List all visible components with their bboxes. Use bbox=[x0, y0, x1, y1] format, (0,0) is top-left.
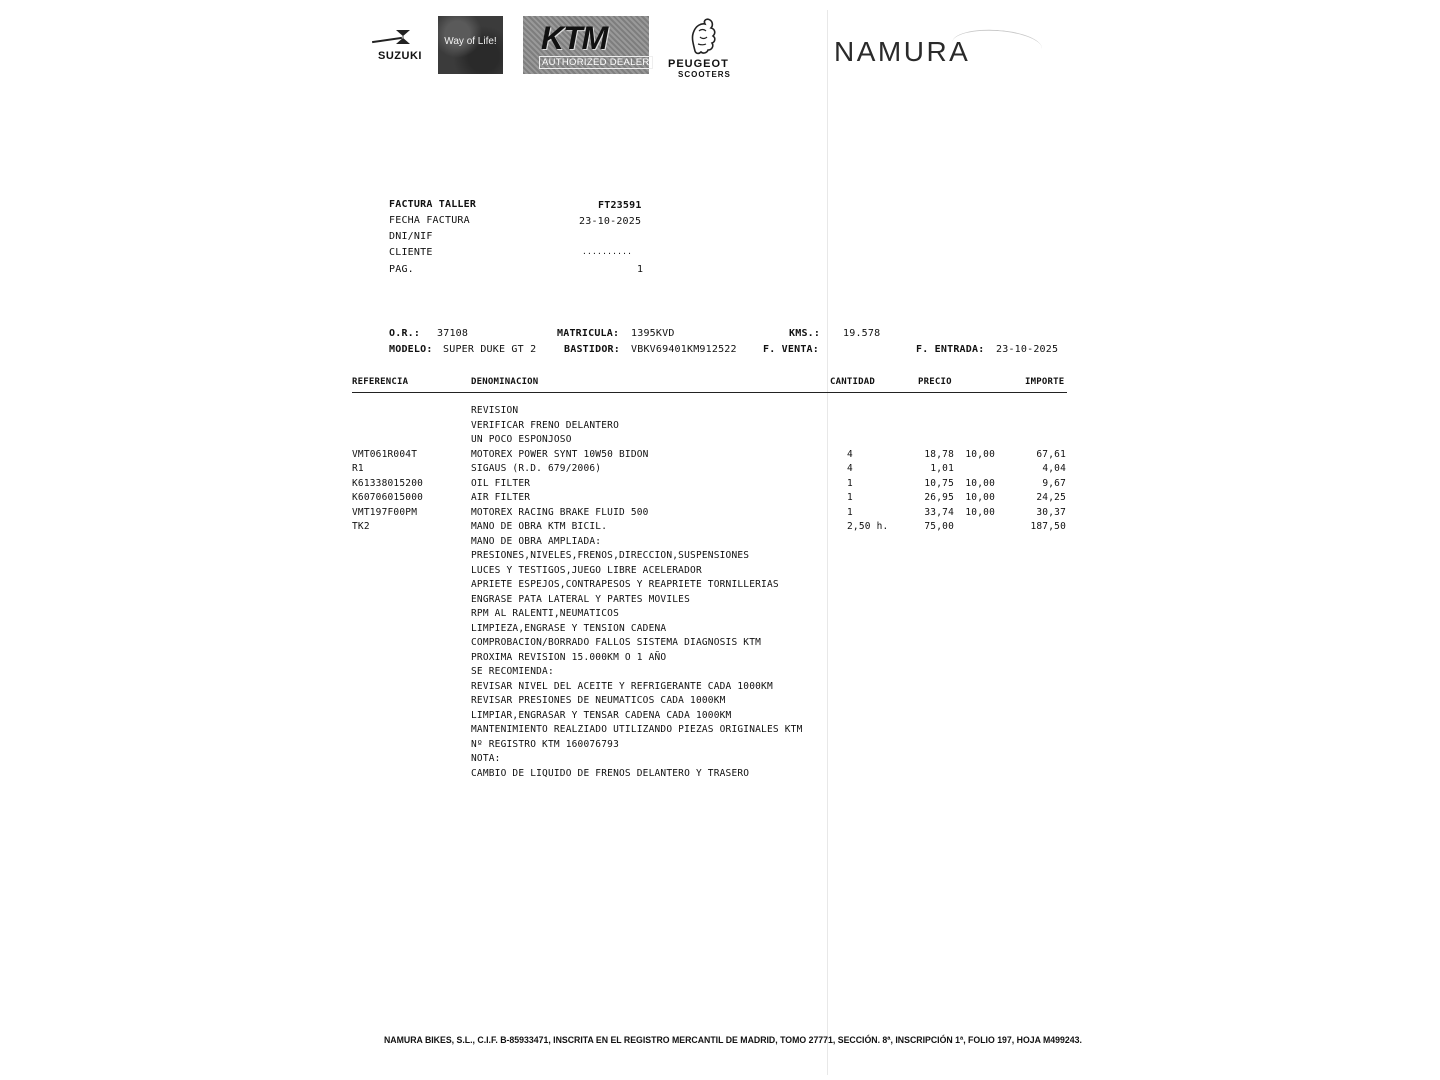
line-discount: 10,00 bbox=[965, 449, 995, 460]
way-of-life-logo: Way of Life! bbox=[438, 16, 503, 74]
peugeot-lion-icon bbox=[685, 17, 721, 55]
line-description: ENGRASE PATA LATERAL Y PARTES MOVILES bbox=[471, 594, 691, 605]
entrada-value: 23-10-2025 bbox=[996, 344, 1059, 355]
col-header-importe: IMPORTE bbox=[1025, 377, 1065, 387]
line-reference: TK2 bbox=[352, 521, 370, 532]
line-amount: 4,04 bbox=[1042, 463, 1066, 474]
line-description: REVISAR PRESIONES DE NEUMATICOS CADA 1000KM bbox=[471, 695, 726, 706]
bastidor-label: BASTIDOR: bbox=[564, 344, 620, 355]
line-description: LIMPIAR,ENGRASAR Y TENSAR CADENA CADA 1000KM bbox=[471, 710, 732, 721]
line-description: NOTA: bbox=[471, 753, 501, 764]
table-header-divider bbox=[352, 392, 1067, 393]
peugeot-caption: SCOOTERS bbox=[678, 70, 731, 79]
line-description: LUCES Y TESTIGOS,JUEGO LIBRE ACELERADOR bbox=[471, 565, 702, 576]
peugeot-wordmark: PEUGEOT bbox=[668, 58, 729, 70]
line-discount: 10,00 bbox=[965, 478, 995, 489]
line-description: REVISAR NIVEL DEL ACEITE Y REFRIGERANTE CADA 1000KM bbox=[471, 681, 773, 692]
line-description: LIMPIEZA,ENGRASE Y TENSION CADENA bbox=[471, 623, 667, 634]
line-description: REVISION bbox=[471, 405, 519, 416]
matricula-label: MATRICULA: bbox=[557, 328, 620, 339]
line-description: MOTOREX RACING BRAKE FLUID 500 bbox=[471, 507, 649, 518]
company-legal-footer: NAMURA BIKES, S.L., C.I.F. B-85933471, INSCRITA EN EL REGISTRO MERCANTIL DE MADRID, TOMO 27771, SECCIÓN. 8ª, INSCRIPCIÓN 1ª, FOLIO 197, HOJA M499243. bbox=[384, 1035, 1082, 1046]
line-amount: 187,50 bbox=[1030, 521, 1066, 532]
line-discount: 10,00 bbox=[965, 492, 995, 503]
line-amount: 9,67 bbox=[1042, 478, 1066, 489]
factura-number: FT23591 bbox=[598, 200, 642, 211]
line-amount: 24,25 bbox=[1036, 492, 1066, 503]
fecha-value: 23-10-2025 bbox=[579, 216, 642, 227]
line-description: SE RECOMIENDA: bbox=[471, 666, 554, 677]
matricula-value: 1395KVD bbox=[631, 328, 675, 339]
suzuki-wordmark: SUZUKI bbox=[378, 50, 422, 62]
line-description: CAMBIO DE LIQUIDO DE FRENOS DELANTERO Y TRASERO bbox=[471, 768, 750, 779]
ktm-dealer-caption: AUTHORIZED DEALER bbox=[539, 56, 653, 69]
line-quantity: 1 bbox=[847, 492, 853, 503]
line-description: MANO DE OBRA AMPLIADA: bbox=[471, 536, 602, 547]
line-description: APRIETE ESPEJOS,CONTRAPESOS Y REAPRIETE TORNILLERIAS bbox=[471, 579, 779, 590]
pag-label: PAG. bbox=[389, 264, 414, 275]
line-reference: K61338015200 bbox=[352, 478, 424, 489]
fecha-label: FECHA FACTURA bbox=[389, 215, 470, 226]
line-price: 33,74 bbox=[924, 507, 954, 518]
cliente-label: CLIENTE bbox=[389, 247, 433, 258]
namura-logo bbox=[832, 26, 1047, 74]
entrada-label: F. ENTRADA: bbox=[916, 344, 985, 355]
line-description: VERIFICAR FRENO DELANTERO bbox=[471, 420, 619, 431]
line-discount: 10,00 bbox=[965, 507, 995, 518]
ktm-dealer-logo bbox=[523, 16, 649, 74]
line-description: PROXIMA REVISION 15.000KM O 1 AÑO bbox=[471, 652, 667, 663]
pag-value: 1 bbox=[637, 264, 644, 275]
or-value: 37108 bbox=[437, 328, 469, 339]
line-reference: VMT061R004T bbox=[352, 449, 418, 460]
kms-value: 19.578 bbox=[843, 328, 881, 339]
line-reference: R1 bbox=[352, 463, 364, 474]
bastidor-value: VBKV69401KM912522 bbox=[631, 344, 737, 355]
or-label: O.R.: bbox=[389, 328, 421, 339]
line-reference: VMT197F00PM bbox=[352, 507, 418, 518]
line-description: Nº REGISTRO KTM 160076793 bbox=[471, 739, 619, 750]
modelo-value: SUPER DUKE GT 2 bbox=[443, 344, 537, 355]
line-description: COMPROBACION/BORRADO FALLOS SISTEMA DIAGNOSIS KTM bbox=[471, 637, 762, 648]
suzuki-logo bbox=[372, 22, 434, 72]
ktm-wordmark: KTM bbox=[541, 20, 608, 56]
line-description: SIGAUS (R.D. 679/2006) bbox=[471, 463, 602, 474]
line-quantity: 2,50 h. bbox=[847, 521, 889, 532]
line-description: MANO DE OBRA KTM BICIL. bbox=[471, 521, 608, 532]
line-description: UN POCO ESPONJOSO bbox=[471, 434, 572, 445]
dni-label: DNI/NIF bbox=[389, 231, 433, 242]
col-header-precio: PRECIO bbox=[918, 377, 952, 387]
line-description: PRESIONES,NIVELES,FRENOS,DIRECCION,SUSPENSIONES bbox=[471, 550, 750, 561]
line-quantity: 4 bbox=[847, 449, 853, 460]
modelo-label: MODELO: bbox=[389, 344, 433, 355]
line-price: 1,01 bbox=[930, 463, 954, 474]
line-quantity: 1 bbox=[847, 478, 853, 489]
line-price: 75,00 bbox=[924, 521, 954, 532]
line-description: MANTENIMIENTO REALZIADO UTILIZANDO PIEZAS ORIGINALES KTM bbox=[471, 724, 803, 735]
line-reference: K60706015000 bbox=[352, 492, 424, 503]
line-amount: 67,61 bbox=[1036, 449, 1066, 460]
line-description: AIR FILTER bbox=[471, 492, 531, 503]
line-quantity: 1 bbox=[847, 507, 853, 518]
peugeot-logo bbox=[664, 17, 744, 79]
line-description: MOTOREX POWER SYNT 10W50 BIDON bbox=[471, 449, 649, 460]
cliente-value: .......... bbox=[582, 247, 633, 256]
namura-wordmark: NAMURA bbox=[834, 36, 971, 67]
kms-label: KMS.: bbox=[789, 328, 821, 339]
line-price: 26,95 bbox=[924, 492, 954, 503]
line-price: 18,78 bbox=[924, 449, 954, 460]
factura-label: FACTURA TALLER bbox=[389, 199, 477, 210]
line-price: 10,75 bbox=[924, 478, 954, 489]
line-description: OIL FILTER bbox=[471, 478, 531, 489]
col-header-cantidad: CANTIDAD bbox=[830, 377, 875, 387]
line-quantity: 4 bbox=[847, 463, 853, 474]
line-description: RPM AL RALENTI,NEUMATICOS bbox=[471, 608, 619, 619]
venta-label: F. VENTA: bbox=[763, 344, 819, 355]
scan-fold-line bbox=[827, 10, 828, 1075]
line-amount: 30,37 bbox=[1036, 507, 1066, 518]
col-header-referencia: REFERENCIA bbox=[352, 377, 409, 387]
col-header-denominacion: DENOMINACION bbox=[471, 377, 539, 387]
